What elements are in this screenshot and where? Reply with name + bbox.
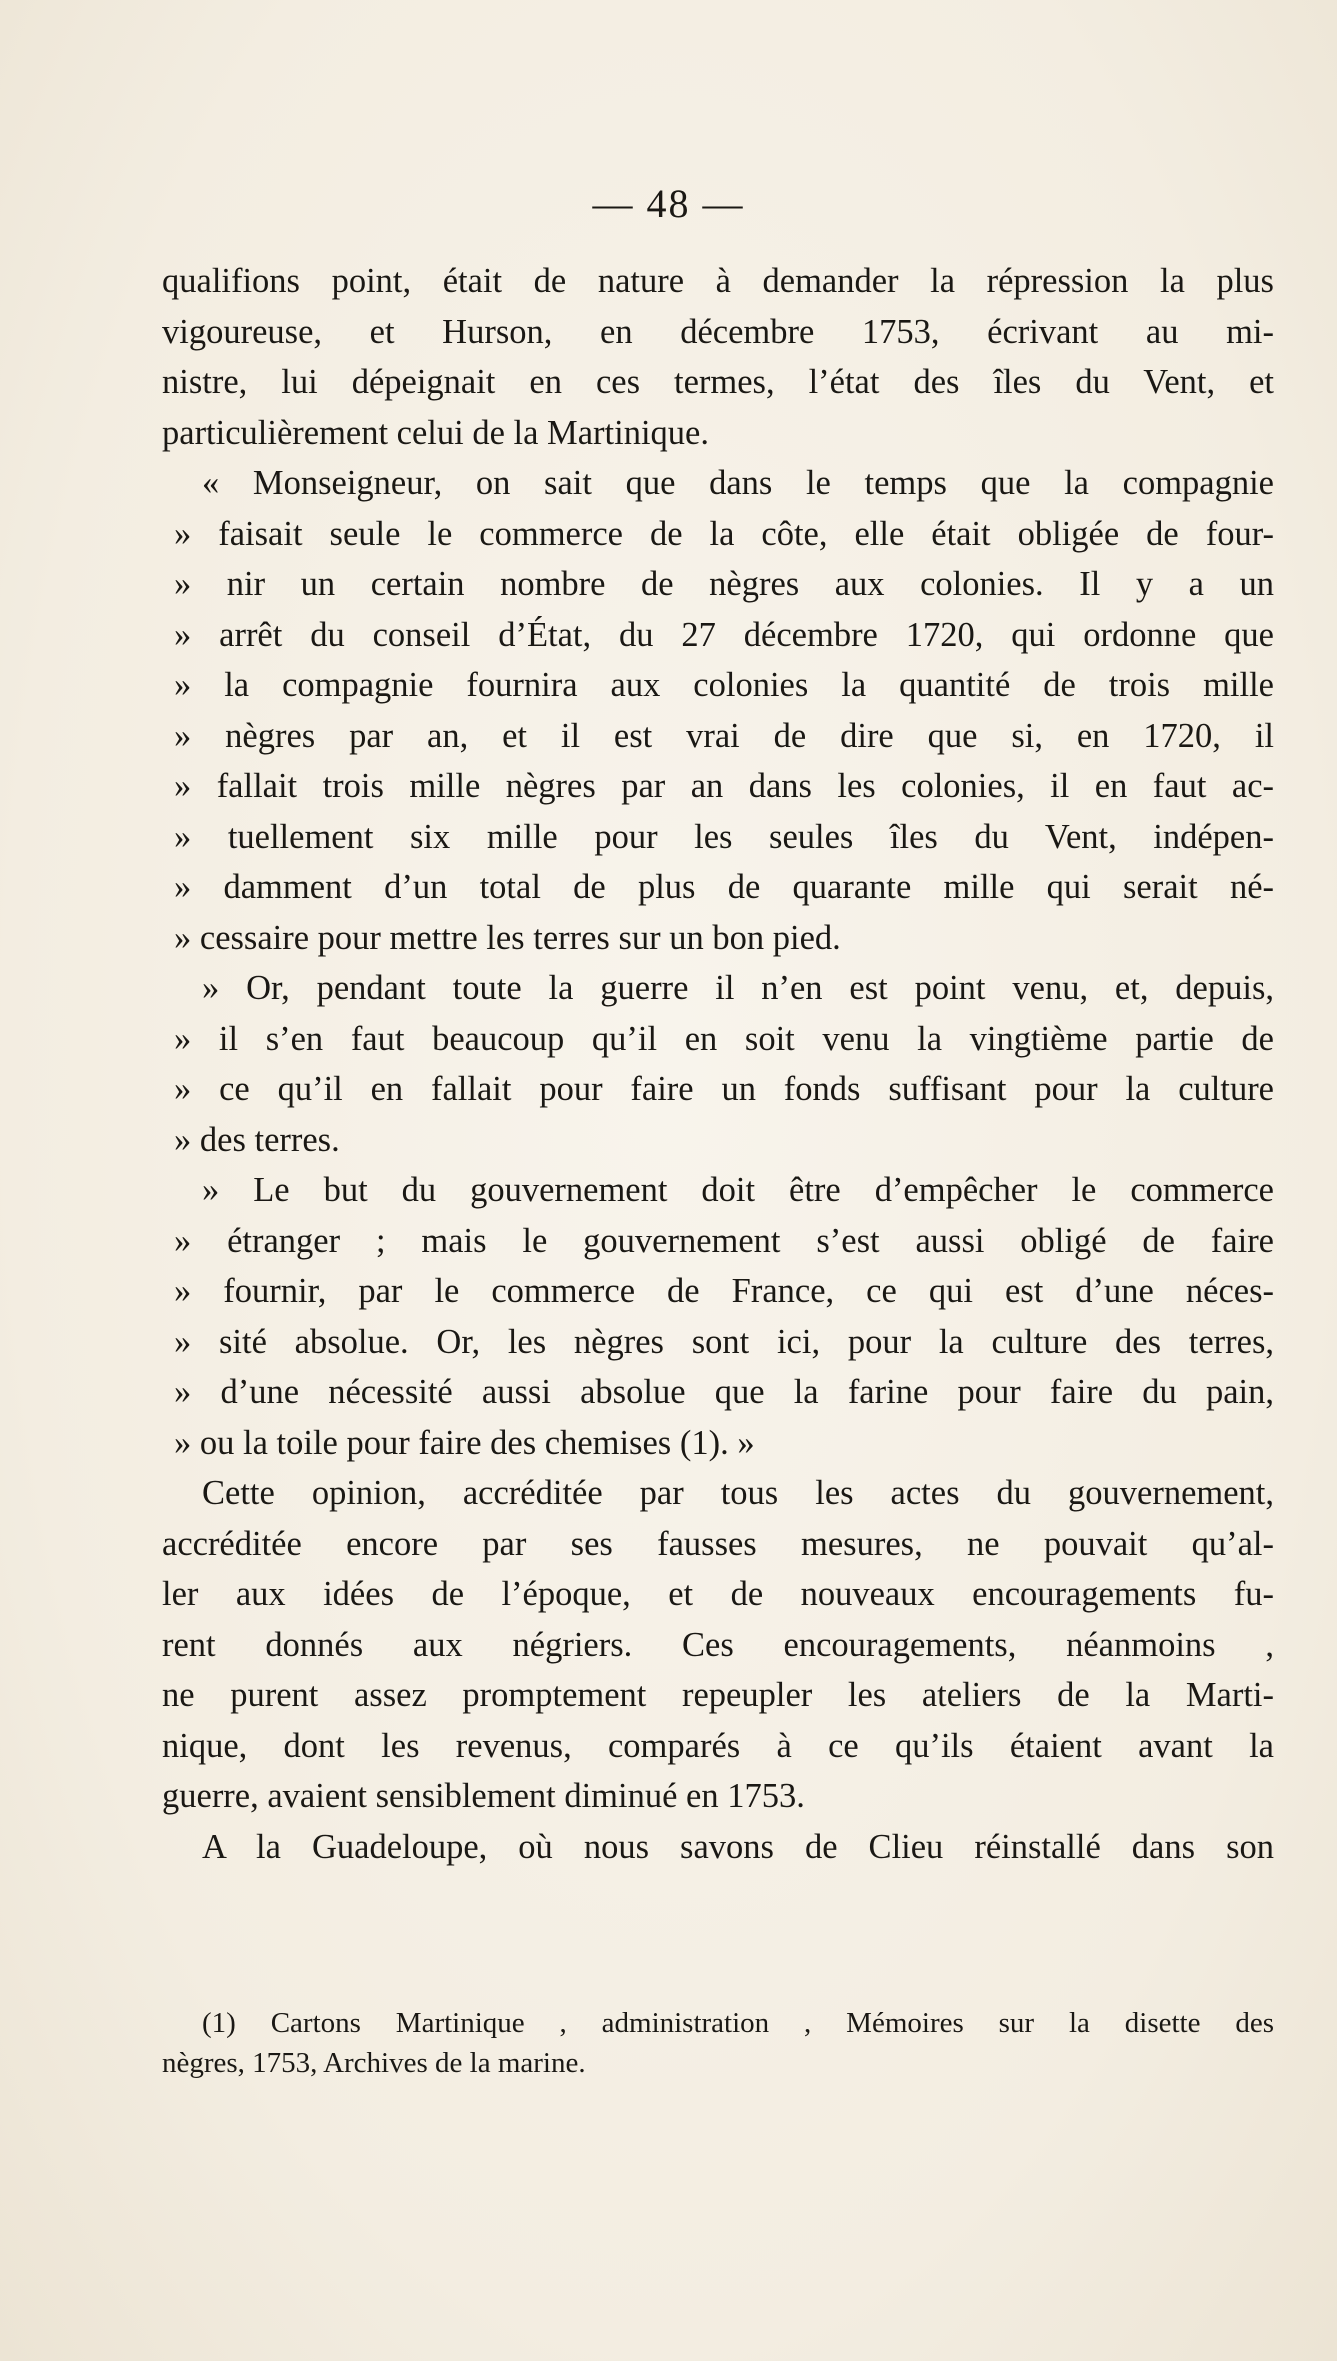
text-line: Cette opinion, accréditée par tous les actes du gouvernement, — [202, 1474, 1274, 1512]
footnote — [162, 2003, 1274, 2083]
quote-line: » sité absolue. Or, les nègres sont ici, pour la culture des terres, — [174, 1322, 1274, 1361]
text-line: ne purent assez promptement repeupler les ateliers de la Marti- — [162, 1676, 1274, 1714]
quote-line: » fournir, par le commerce de France, ce qui est d’une néces- — [174, 1272, 1274, 1310]
text-line: qualifions point, était de nature à demander la répression la plus — [162, 262, 1274, 300]
text-line: A la Guadeloupe, où nous savons de Clieu réinstallé dans son — [202, 1827, 1274, 1866]
text-line: vigoureuse, et Hurson, en décembre 1753, écrivant au mi- — [162, 312, 1274, 351]
quote-line: » ou la toile pour faire des chemises (1). » — [174, 1423, 755, 1462]
quote-line: » nir un certain nombre de nègres aux colonies. Il y a un — [174, 565, 1274, 603]
footnote-line: nègres, 1753, Archives de la marine. — [162, 2047, 586, 2079]
quote-line: » cessaire pour mettre les terres sur un bon pied. — [174, 918, 841, 957]
quote-line: » fallait trois mille nègres par an dans les colonies, il en faut ac- — [174, 767, 1274, 805]
quote-line: » tuellement six mille pour les seules îles du Vent, indépen- — [174, 817, 1274, 856]
quote-line: » Or, pendant toute la guerre il n’en est point venu, et, depuis, — [202, 969, 1274, 1007]
quote-line: » étranger ; mais le gouvernement s’est aussi obligé de faire — [174, 1221, 1274, 1260]
text-line: guerre, avaient sensiblement diminué en 1753. — [162, 1777, 805, 1815]
text-line: particulièrement celui de la Martinique. — [162, 413, 709, 452]
quote-line: » ce qu’il en fallait pour faire un fonds suffisant pour la culture — [174, 1070, 1274, 1108]
body-text — [162, 256, 1274, 1872]
quote-line: » arrêt du conseil d’État, du 27 décembre 1720, qui ordonne que — [174, 615, 1274, 654]
text-line: rent donnés aux négriers. Ces encouragements, néanmoins , — [162, 1625, 1274, 1664]
quote-line: » damment d’un total de plus de quarante mille qui serait né- — [174, 868, 1274, 906]
quote-line: » il s’en faut beaucoup qu’il en soit venu la vingtième partie de — [174, 1019, 1274, 1058]
quote-line: » Le but du gouvernement doit être d’empêcher le commerce — [202, 1171, 1274, 1209]
page-number: — 48 — — [592, 181, 745, 226]
text-line: nistre, lui dépeignait en ces termes, l’état des îles du Vent, et — [162, 363, 1274, 401]
text-line: ler aux idées de l’époque, et de nouveaux encouragements fu- — [162, 1575, 1274, 1613]
quote-line: » d’une nécessité aussi absolue que la farine pour faire du pain, — [174, 1373, 1274, 1411]
quote-line: » des terres. — [174, 1120, 340, 1159]
footnote-line: (1) Cartons Martinique , administration , Mémoires sur la disette des — [202, 2007, 1274, 2039]
quote-line: » la compagnie fournira aux colonies la quantité de trois mille — [174, 666, 1274, 704]
quote-line: » nègres par an, et il est vrai de dire que si, en 1720, il — [174, 716, 1274, 755]
text-line: accréditée encore par ses fausses mesures, ne pouvait qu’al- — [162, 1524, 1274, 1563]
quote-line: » faisait seule le commerce de la côte, elle était obligée de four- — [174, 514, 1274, 553]
quote-line: « Monseigneur, on sait que dans le temps que la compagnie — [202, 464, 1274, 502]
text-line: nique, dont les revenus, comparés à ce qu’ils étaient avant la — [162, 1726, 1274, 1765]
